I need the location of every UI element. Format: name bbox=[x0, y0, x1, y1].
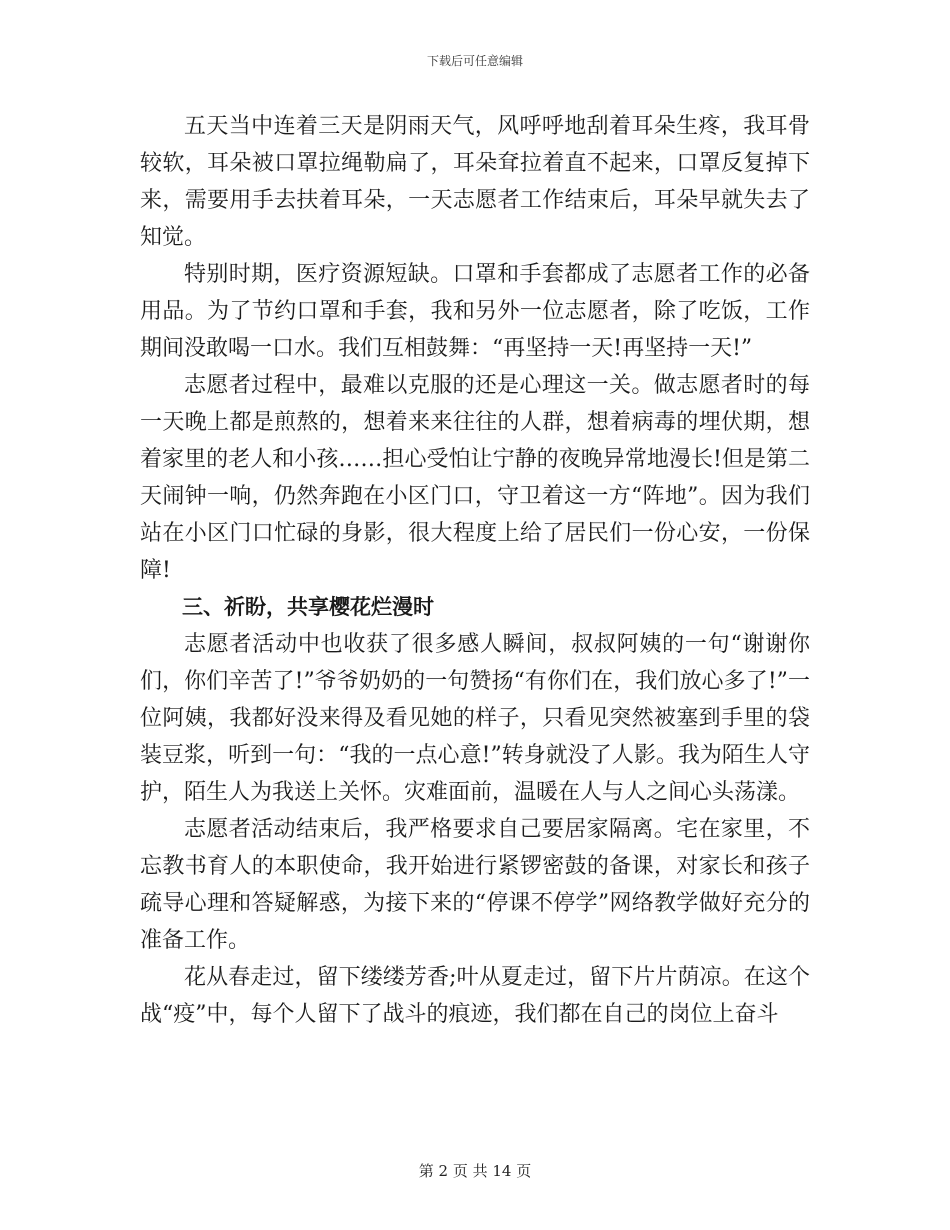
paragraph: 五天当中连着三天是阴雨天气，风呼呼地刮着耳朵生疼，我耳骨较软，耳朵被口罩拉绳勒扁了，耳朵耷拉着直不起来，口罩反复掉下来，需要用手去扶着耳朵，一天志愿者工作结束后，耳朵早就失去了知觉。 bbox=[140, 114, 810, 250]
paragraph: 志愿者过程中，最难以克服的还是心理这一关。做志愿者时的每一天晚上都是煎熬的，想着来来往往的人群，想着病毒的埋伏期，想着家里的老人和小孩……担心受怕让宁静的夜晚异常地漫长!但是第二天闹钟一响，仍然奔跑在小区门口，守卫着这一方“阵地”。因为我们站在小区门口忙碌的身影，很大程度上给了居民们一份心安，一份保障! bbox=[140, 373, 810, 583]
paragraph: 特别时期，医疗资源短缺。口罩和手套都成了志愿者工作的必备用品。为了节约口罩和手套，我和另外一位志愿者，除了吃饭，工作期间没敢喝一口水。我们互相鼓舞：“再坚持一天!再坚持一天!” bbox=[140, 262, 810, 361]
section-heading: 三、祈盼，共享樱花烂漫时 bbox=[182, 595, 434, 619]
paragraph: 志愿者活动中也收获了很多感人瞬间，叔叔阿姨的一句“谢谢你们，你们辛苦了!”爷爷奶奶的一句赞扬“有你们在，我们放心多了!”一位阿姨，我都好没来得及看见她的样子，只看见突然被塞到手里的袋装豆浆，听到一句：“我的一点心意!”转身就没了人影。我为陌生人守护，陌生人为我送上关怀。灾难面前，温暖在人与人之间心头荡漾。 bbox=[140, 632, 810, 805]
document-body bbox=[140, 108, 810, 1033]
paragraph: 花从春走过，留下缕缕芳香;叶从夏走过，留下片片荫凉。在这个战“疫”中，每个人留下了战斗的痕迹，我们都在自己的岗位上奋斗 bbox=[140, 965, 810, 1027]
page-number-footer: 第 2 页 共 14 页 bbox=[418, 1162, 532, 1180]
page-header: 下载后可任意编辑 bbox=[426, 54, 523, 68]
paragraph: 志愿者活动结束后，我严格要求自己要居家隔离。宅在家里，不忘教书育人的本职使命，我开始进行紧锣密鼓的备课，对家长和孩子疏导心理和答疑解惑，为接下来的“停课不停学”网络教学做好充分的准备工作。 bbox=[140, 817, 810, 953]
